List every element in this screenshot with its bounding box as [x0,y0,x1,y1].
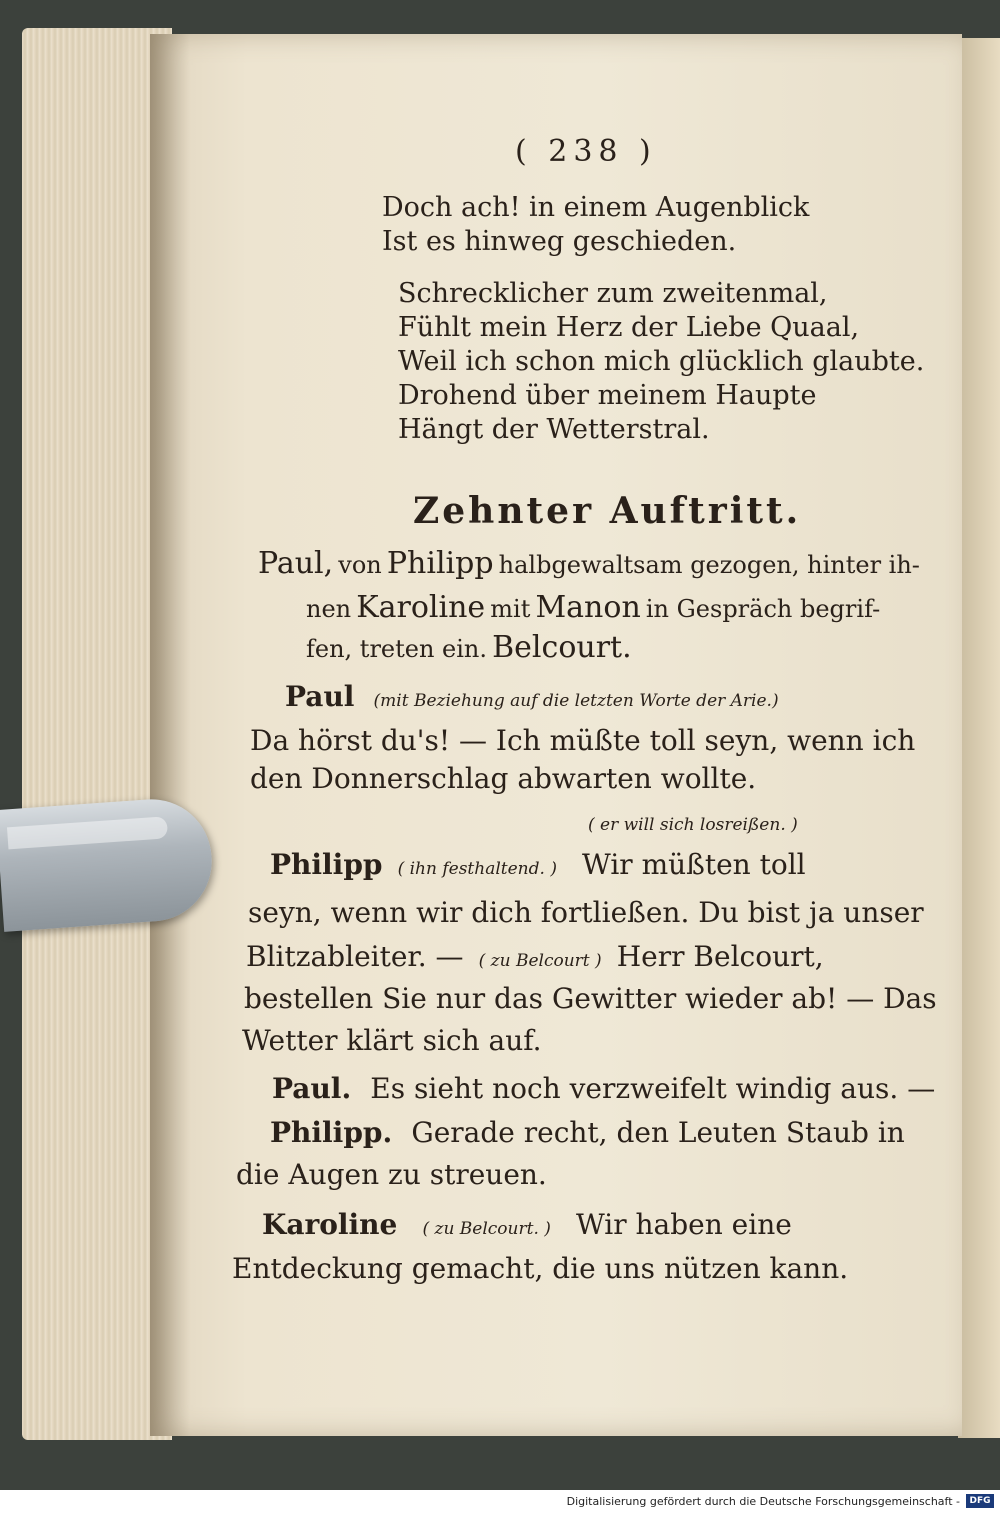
speaker-karoline: Karoline [262,1208,398,1241]
speech-text: Wir müßten toll [582,848,806,881]
speech-text: Blitzableiter. — [246,940,464,973]
speaker-paul: Paul. [272,1072,352,1105]
stage-text: fen, treten ein. [306,635,488,663]
speech-text: Gerade recht, den Leuten Staub in [411,1116,905,1149]
verse-line: Drohend über meinem Haupte [398,380,817,411]
speech-line: die Augen zu streuen. [236,1158,547,1191]
footer-credit: Digitalisierung gefördert durch die Deutsche Forschungsgemeinschaft - [566,1495,960,1508]
page-number: ( 238 ) [515,134,657,169]
page-clip [0,795,216,931]
stage-direction-line-2 [306,590,880,625]
verse-line: Doch ach! in einem Augenblick [382,192,810,223]
character-belcourt: Belcourt. [492,630,632,665]
speech-line: seyn, wenn wir dich fortließen. Du bist ja unser [248,896,924,929]
digitization-footer [0,1490,1000,1513]
speaker-philipp: Philipp [270,848,383,881]
stage-direction: (mit Beziehung auf die letzten Worte der Arie.) [373,691,779,711]
speech-text: Herr Belcourt, [616,940,824,973]
speech-karoline [262,1208,792,1241]
stage-direction: ( zu Belcourt ) [478,951,602,971]
verse-line: Fühlt mein Herz der Liebe Quaal, [398,312,860,343]
speech-paul-1-header [285,680,779,713]
stage-text: nen [306,595,352,623]
facing-page-edge [958,38,1000,1438]
stage-text: in Gespräch begrif- [645,595,881,623]
verse-line: Weil ich schon mich glücklich glaubte. [398,346,925,377]
stage-direction: ( ihn festhaltend. ) [397,859,557,879]
speech-text: Wir haben eine [576,1208,792,1241]
speech-line: Wetter klärt sich auf. [242,1024,542,1057]
speech-philipp-2 [270,1116,905,1149]
stage-text: mit [490,595,531,623]
speech-line [246,940,824,973]
speech-text: Es sieht noch verzweifelt windig aus. — [370,1072,936,1105]
speech-line: bestellen Sie nur das Gewitter wieder ab! — Das [244,982,937,1015]
speech-paul-2 [272,1072,935,1105]
stage-direction: ( zu Belcourt. ) [422,1219,551,1239]
verse-line: Schrecklicher zum zweitenmal, [398,278,828,309]
stage-text: halbgewaltsam gezogen, hinter ih- [498,551,920,579]
character-manon: Manon [535,590,641,625]
verse-line: Ist es hinweg geschieden. [382,226,737,257]
stage-direction-line-3 [306,630,632,665]
stage-text: von [338,551,382,579]
scene-heading: Zehnter Auftritt. [413,490,802,532]
stage-direction-line-1 [258,546,920,581]
speech-philipp-1-header [270,848,806,881]
verse-line: Hängt der Wetterstral. [398,414,710,445]
character-philipp: Philipp [386,546,494,581]
character-paul: Paul, [258,546,334,581]
speech-line: Entdeckung gemacht, die uns nützen kann. [232,1252,849,1285]
dfg-logo: DFG [966,1494,994,1508]
stage-direction: ( er will sich losreißen. ) [588,815,798,835]
speaker-philipp: Philipp. [270,1116,393,1149]
speech-line: Da hörst du's! — Ich müßte toll seyn, wenn ich [250,724,916,757]
gutter-shadow [150,34,190,1436]
speaker-paul: Paul [285,680,355,713]
speech-line: den Donnerschlag abwarten wollte. [250,762,757,795]
character-karoline: Karoline [356,590,486,625]
